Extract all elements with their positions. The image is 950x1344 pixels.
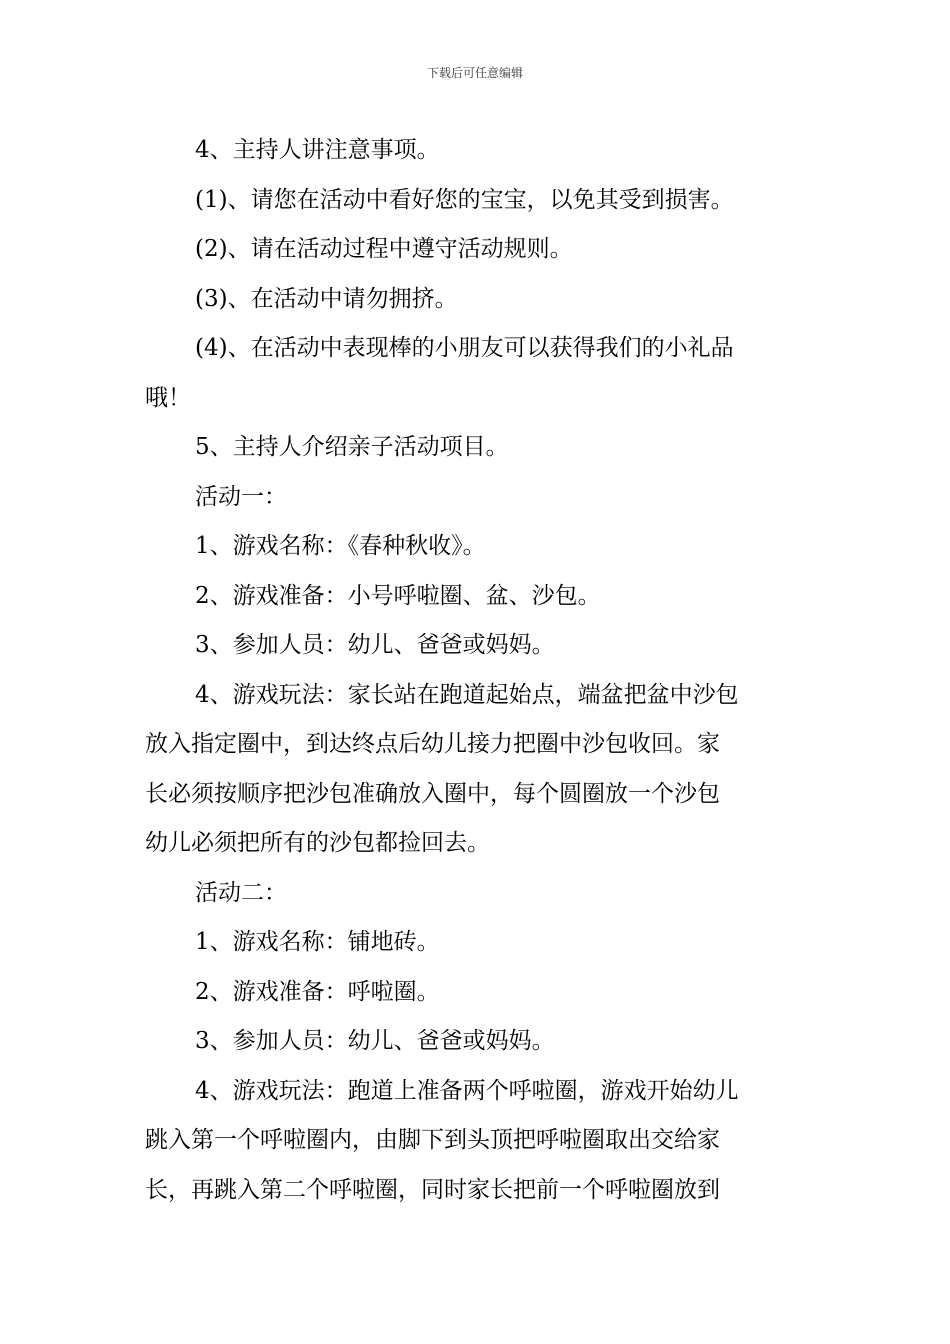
text-line: 1、游戏名称：《春种秋收》。 <box>195 533 486 559</box>
text-line: 3、参加人员：幼儿、爸爸或妈妈。 <box>195 632 555 658</box>
paragraph-host-notes-heading <box>145 126 807 176</box>
paragraph-activity-two-rules <box>145 1067 807 1216</box>
paragraph-activity-one-prep <box>145 572 807 622</box>
page-header-note: 下载后可任意编辑 <box>426 66 523 80</box>
text-line: 3、参加人员：幼儿、爸爸或妈妈。 <box>195 1028 555 1054</box>
paragraph-activity-two-participants <box>145 1017 807 1067</box>
paragraph-activities-intro <box>145 423 807 473</box>
document-body <box>145 126 807 1215</box>
text-line: 长必须按顺序把沙包准确放入圈中，每个圆圈放一个沙包 <box>145 780 720 807</box>
paragraph-activity-one-participants <box>145 621 807 671</box>
text-line: 长，再跳入第二个呼啦圈，同时家长把前一个呼啦圈放到 <box>145 1176 720 1203</box>
text-line: (2)、请在活动过程中遵守活动规则。 <box>195 236 573 262</box>
text-line: 1、游戏名称：铺地砖。 <box>195 929 440 955</box>
text-line: (1)、请您在活动中看好您的宝宝，以免其受到损害。 <box>195 186 734 213</box>
paragraph-activity-one-heading <box>145 473 807 523</box>
paragraph-activity-two-prep <box>145 968 807 1018</box>
paragraph-note-4 <box>145 324 807 423</box>
text-line: 哦！ <box>145 384 191 411</box>
text-line: (3)、在活动中请勿拥挤。 <box>195 285 458 312</box>
text-line: 4、游戏玩法：家长站在跑道起始点，端盆把盆中沙包 <box>195 681 739 708</box>
paragraph-activity-one-name <box>145 522 807 572</box>
text-line: (4)、在活动中表现棒的小朋友可以获得我们的小礼品 <box>195 335 734 361</box>
text-line: 放入指定圈中，到达终点后幼儿接力把圈中沙包收回。家 <box>145 731 720 757</box>
paragraph-note-2 <box>145 225 807 275</box>
paragraph-note-1 <box>145 176 807 226</box>
text-line: 2、游戏准备：呼啦圈。 <box>195 978 440 1005</box>
text-line: 活动二： <box>195 879 287 906</box>
text-line: 5、主持人介绍亲子活动项目。 <box>195 434 509 460</box>
text-line: 跳入第一个呼啦圈内，由脚下到头顶把呼啦圈取出交给家 <box>145 1127 720 1153</box>
paragraph-activity-two-name <box>145 918 807 968</box>
text-line: 4、游戏玩法：跑道上准备两个呼啦圈，游戏开始幼儿 <box>195 1077 739 1104</box>
text-line: 2、游戏准备：小号呼啦圈、盆、沙包。 <box>195 582 601 609</box>
paragraph-note-3 <box>145 275 807 325</box>
text-line: 幼儿必须把所有的沙包都捡回去。 <box>145 830 490 856</box>
paragraph-activity-two-heading <box>145 869 807 919</box>
paragraph-activity-one-rules <box>145 671 807 869</box>
text-line: 4、主持人讲注意事项。 <box>195 137 440 163</box>
text-line: 活动一： <box>195 483 287 510</box>
